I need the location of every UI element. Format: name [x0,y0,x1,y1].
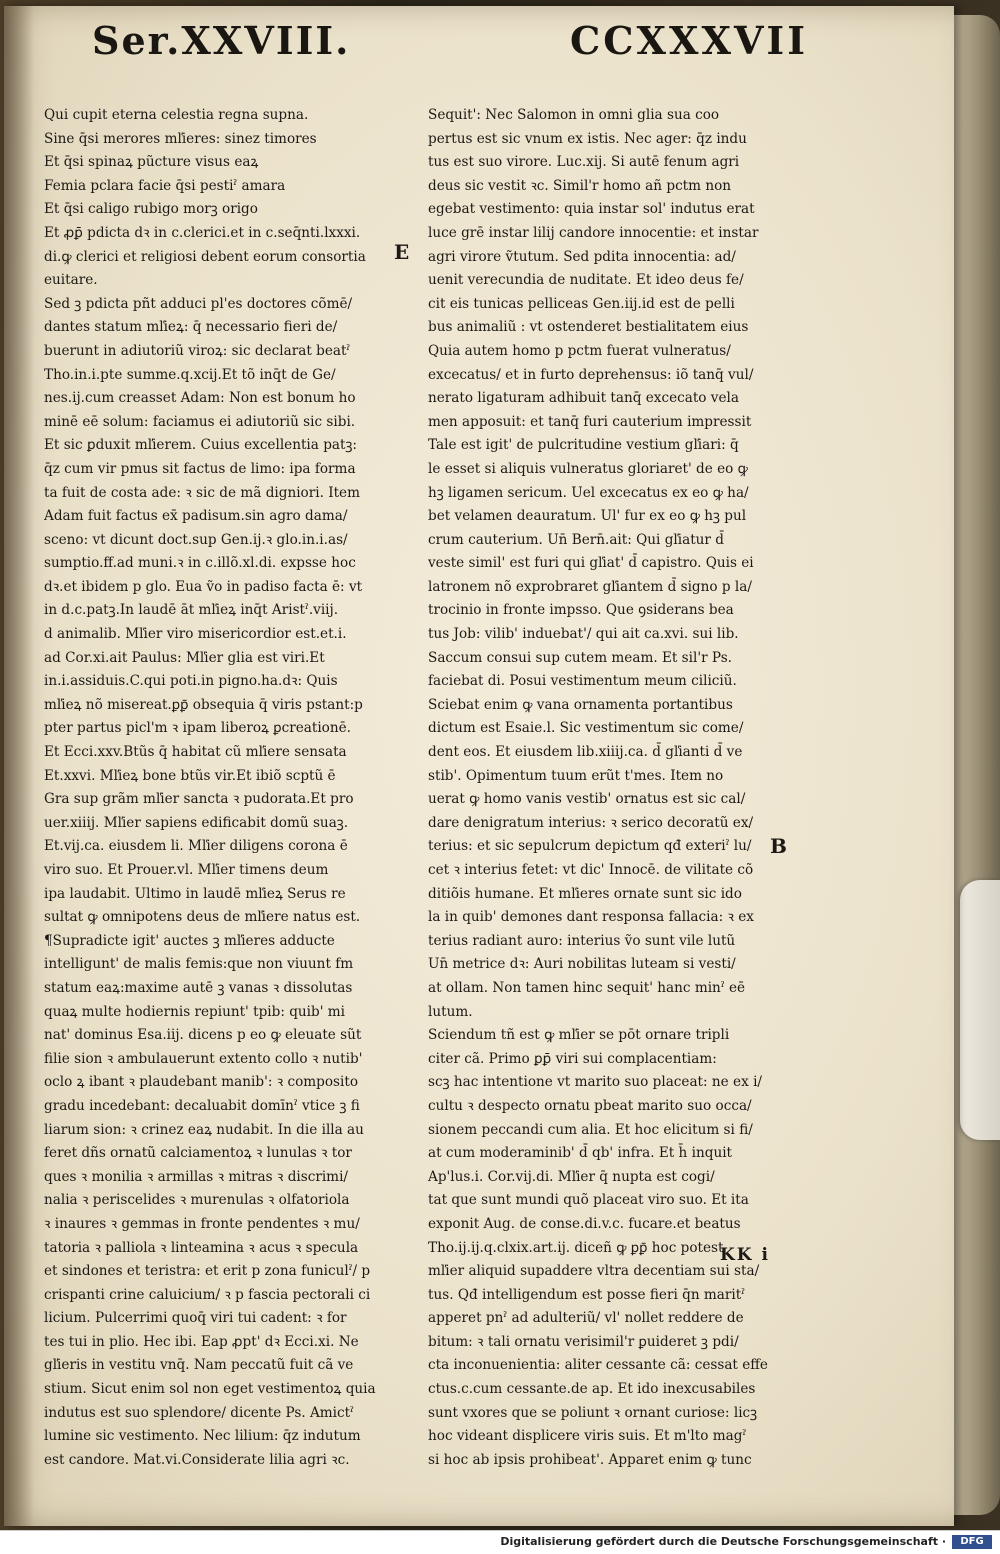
text-line: exponit Aug. de conse.di.v.c. fucare.et beatus [428,1215,741,1232]
text-line: Sciebat enim ꝙ vana ornamenta portantibus [428,696,733,713]
text-line: di.ꝙ clerici et religiosi debent eorum consortia [44,248,366,265]
text-line: latronem nõ exprobraret gľiantem d̄ signo p la/ [428,578,752,595]
text-line: ipa laudabit. Ultimo in laudē mľieꝝ Serus re [44,885,346,902]
text-line: excecatus/ et in furto deprehensus: iõ tanq̄ vul/ [428,366,754,383]
text-line: at ollam. Non tamen hinc sequit' hanc minˀ eē [428,979,746,996]
folio-number: CCXXXVII [570,18,808,63]
text-line: bus animaliũ : vt ostenderet bestialitatem eius [428,319,749,336]
text-line: hoc videant displicere viris suis. Et m'lto magˀ [428,1428,747,1445]
text-line: oclo ꝝ ibant ꝛ plaudebant manib': ꝛ composito [44,1074,359,1091]
text-line: d animalib. Mľier viro misericordior est.et.i. [44,626,347,643]
text-line: Qui cupit eterna celestia regna supna. [44,107,309,123]
text-line: tatoria ꝛ palliola ꝛ linteamina ꝛ acus ꝛ specula [44,1239,359,1256]
text-line: scꝫ hac intentione vt marito suo placeat: ne ex i/ [428,1074,762,1091]
text-line: Un̄ metrice dꝛ: Auri nobilitas luteam si vesti/ [428,956,736,973]
text-line: Et.xxvi. Mľieꝝ bone btũs vir.Et ibiõ scptũ ē [44,767,336,784]
text-line: sionem peccandi cum alia. Et hoc elicitum si fi/ [428,1121,753,1138]
text-line: crispanti crine caluicium/ ꝛ p fascia pectorali ci [44,1286,371,1303]
text-line: nat' dominus Esa.iij. dicens p eo ꝙ eleuate sũt [44,1027,362,1044]
text-line: Tale est igit' de pulcritudine vestium gľiari: q̄ [428,437,739,454]
footer-bar [0,1530,1000,1554]
text-line: men apposuit: et tanq̄ furi cauterium impressit [428,413,752,430]
text-line: est candore. Mat.vi.Considerate lilia agri ꝛc. [44,1451,350,1468]
text-line: q̄z cum vir pmus sit factus de limo: ipa forma [44,460,356,477]
text-line: dictum est Esaie.l. Sic vestimentum sic come/ [428,720,744,737]
text-line: sceno: vt dicunt doct.sup Gen.ij.ꝛ glo.in.i.as/ [44,531,348,548]
section-marker-e: E [394,240,410,264]
text-line: Et.vij.ca. eiusdem li. Mľier diligens corona ē [44,838,348,855]
text-line: nalia ꝛ periscelides ꝛ murenulas ꝛ olfatoriola [44,1192,350,1209]
text-line: viro suo. Et Prouer.vl. Mľier timens deum [44,862,329,878]
text-line: Ap'lus.i. Cor.vij.di. Mľier q̄ nupta est cogi/ [428,1168,715,1185]
text-line: hꝫ ligamen sericum. Uel excecatus ex eo ꝙ ha/ [428,484,749,501]
text-line: apperet pnˀ ad adulteriũ/ vl' nollet reddere de [428,1310,744,1327]
text-line: Et q̄si spinaꝝ pũcture visus eaꝝ [44,154,259,171]
dfg-logo: DFG [952,1535,992,1549]
text-line: ques ꝛ monilia ꝛ armillas ꝛ mitras ꝛ discrimi/ [44,1168,348,1185]
text-line: si hoc ab ipsis prohibeat'. Apparet enim ꝙ tunc [428,1451,752,1468]
text-line: mľieꝝ nõ misereat.ꝑꝑ̄ obsequia q̄ viris pstant:p [44,696,363,713]
text-line: cit eis tunicas pelliceas Gen.iij.id est de pelli [428,295,735,312]
text-line: dꝛ.et ibidem p glo. Eua ṽo in padiso facta ē: vt [44,578,363,595]
text-line: tat que sunt mundi quõ placeat viro suo. Et ita [428,1192,749,1209]
text-line: tus Job: vilib' induebat'/ qui ait ca.xvi. sui lib. [428,626,739,643]
text-line: quaꝝ multe hodiernis repiunt' tpib: quib' mi [44,1003,346,1020]
text-line: gľieris in vestitu vnq̄. Nam peccatũ fuit cã ve [44,1357,354,1374]
text-line: filie sion ꝛ ambulauerunt extento collo ꝛ nutib' [44,1050,363,1067]
text-line: tus est suo virore. Luc.xij. Si autē fenum agri [428,154,740,171]
text-line: Sed ꝫ pdicta pñt adduci pl'es doctores cõmē/ [44,295,353,312]
text-line: bitum: ꝛ tali ornatu verisimil'r ꝑuideret ꝫ pdi/ [428,1333,739,1350]
text-line: sunt vxores que se poliunt ꝛ ornant curiose: licꝫ [428,1404,758,1421]
text-line: Saccum consui sup cutem meam. Et sil'r Ps. [428,649,732,666]
text-line: euitare. [44,272,98,289]
text-line: at cum moderaminib' d̄ qb' infra. Et h̄ inquit [428,1145,733,1162]
text-line: dent eos. Et eiusdem lib.xiiij.ca. d̄ gľianti d̄ ve [428,744,743,761]
text-line: buerunt in adiutoriũ viroꝝ: sic declarat beatˀ [44,342,351,359]
text-line: Quia autem homo p pctm fuerat vulneratus/ [428,342,731,359]
text-line: uenit verecundia de nuditate. Et ideo deus fe/ [428,272,744,289]
text-line: dantes statum mľieꝝ: q̄ necessario fieri de/ [44,319,338,336]
text-line: et sindones et teristra: et erit p zona funiculˀ/ p [44,1263,371,1280]
text-line: terius radiant auro: interius ṽo sunt vile lutũ [428,932,736,949]
text-line: statum eaꝝ:maxime autē ꝫ vanas ꝛ dissolutas [44,979,353,996]
text-line: ta fuit de costa ade: ꝛ sic de mã digniori. Item [44,484,360,501]
text-line: citer cã. Primo ꝑꝑ̄ viri sui complacentiam: [428,1050,717,1067]
text-line: tus. Qđ intelligendum est posse fieri q̄n maritˀ [428,1286,746,1303]
text-line: mľier aliquid supaddere vltra decentiam sui sta/ [428,1263,760,1280]
text-line: ditiõis humane. Et mľieres ornate sunt sic ido [428,885,742,902]
text-line: egebat vestimento: quia instar sol' indutus erat [428,201,755,218]
text-line: dare denigratum interius: ꝛ serico decoratũ ex/ [428,814,754,831]
text-line: in d.c.patꝫ.In laudē āt mľieꝝ inq̄t Aristˀ.viij. [44,602,339,619]
text-line: in.i.assiduis.C.qui poti.in pigno.ha.dꝛ: Quis [44,673,338,690]
text-line: intelligunt' de malis femis:que non viuunt fm [44,956,354,973]
text-line: ¶Supradicte igit' auctes ꝫ mľieres adducte [44,932,335,949]
text-line: Tho.ij.ij.q.clxix.art.ij. diceñ ꝙ ꝑꝑ̄ hoc potest [428,1239,724,1256]
text-line: nes.ij.cum creasset Adam: Non est bonum ho [44,390,356,407]
text-line: Adam fuit factus ex̄ padisum.sin agro dama/ [44,508,348,525]
text-line: Sequit': Nec Salomon in omni glia sua coo [428,107,720,123]
text-line: trocinio in fronte impsso. Que ꝯsiderans bea [428,602,734,619]
running-head-sermon: Ser.XXVIII. [92,18,351,63]
text-line: deus sic vestit ꝛc. Simil'r homo añ pctm non [428,177,732,194]
text-line: uer.xiiij. Mľier sapiens edificabit domũ suaꝫ. [44,814,349,831]
text-line: lutum. [428,1003,473,1020]
text-line: Et sic ꝑduxit mľierem. Cuius excellentia patꝫ: [44,437,358,454]
text-line: Femia pclara facie q̄si pestiˀ amara [44,177,286,194]
text-line: stium. Sicut enim sol non eget vestimentoꝝ quia [44,1381,376,1398]
text-line: terius: et sic sepulcrum depictum qđ exteriˀ lu/ [428,838,752,855]
text-line: Sciendum tñ est ꝙ mľier se pōt ornare tripli [428,1027,730,1044]
text-line: minē eē solum: faciamus ei adiutoriũ sic sibi. [44,413,356,430]
text-line: cta inconuenientia: aliter cessante cã: cessat effe [428,1357,768,1374]
text-line: Tho.in.i.pte summe.q.xcij.Et tõ inq̄t de Ge/ [44,366,336,383]
text-line: liarum sion: ꝛ crinez eaꝝ nudabit. In die illa au [44,1121,364,1138]
section-marker-b: B [770,834,787,858]
text-line: la in quib' demones dant responsa fallacia: ꝛ ex [428,909,754,926]
page-gutter [4,6,34,1526]
signature-mark: KK i [720,1245,770,1265]
text-line: bet velamen deauratum. Ul' fur ex eo ꝙ hꝫ pul [428,508,747,525]
text-line: cultu ꝛ despecto ornatu pbeat marito suo occa/ [428,1097,752,1114]
text-line: Gra sup grãm mľier sancta ꝛ pudorata.Et pro [44,791,354,808]
text-line: cet ꝛ interius fetet: vt dic' Innocē. de vilitate cõ [428,862,754,878]
text-line: ctus.c.cum cessante.de ap. Et ido inexcusabiles [428,1381,756,1398]
text-line: ꝛ inaures ꝛ gemmas in fronte pendentes ꝛ mu/ [44,1215,360,1232]
text-line: licium. Pulcerrimi quoq̄ viri tui cadent: ꝛ for [44,1310,347,1327]
text-line: veste simil' est furi qui gľiat' d̄ capistro. Quis ei [428,555,754,572]
text-line: le esset si aliquis vulneratus gloriaret' de eo ꝙ [428,460,748,477]
text-line: indutus est suo splendore/ dicente Ps. Amictˀ [44,1404,354,1421]
text-line: agri virore ṽtutum. Sed pdita innocentia: ad/ [428,248,736,265]
text-line: feret dñs ornatũ calciamentoꝝ ꝛ lunulas ꝛ tor [44,1145,352,1162]
text-line: lumine sic vestimento. Nec lilium: q̄z indutum [44,1428,361,1445]
right-text-column [428,104,796,1472]
text-line: sultat ꝙ omnipotens deus de mľiere natus est. [44,909,361,926]
text-line: stib'. Opimentum tuum erũt t'mes. Item no [428,767,724,784]
text-line: Et q̄si caligo rubigo morꝫ origo [44,201,258,218]
text-line: gradu incedebant: decaluabit domīnˀ vtice ꝫ fi [44,1097,360,1114]
footer-credit: Digitalisierung gefördert durch die Deutsche Forschungsgemeinschaft · [500,1535,946,1548]
text-line: faciebat di. Posui vestimentum meum ciliciũ. [428,673,737,690]
text-line: ad Cor.xi.ait Paulus: Mľier glia est viri.Et [44,649,325,666]
left-text-column [44,104,424,1472]
book-clasp [960,880,1000,1140]
text-line: Et ꝓꝑ̄ pdicta dꝛ in c.clerici.et in c.seq̄nti.lxxxi. [44,224,361,241]
text-line: luce grē instar lilij candore innocentie: et instar [428,224,759,241]
text-line: crum cauterium. Un̄ Bern̄.ait: Qui gľiatur d̄ [428,531,724,548]
text-line: Et Ecci.xxv.Btũs q̄ habitat cũ mľiere sensata [44,744,347,761]
text-line: tes tui in plio. Hec ibi. Eap ꝓpt' dꝛ Ecci.xi. Ne [44,1333,359,1350]
text-line: Sine q̄si merores mľieres: sinez timores [44,130,317,147]
text-line: pertus est sic vnum ex istis. Nec ager: q̄z indu [428,130,747,147]
text-line: nerato ligaturam adhibuit tanq̄ excecato vela [428,390,739,407]
text-line: sumptio.ff.ad muni.ꝛ in c.illõ.xl.di. expsse hoc [44,555,356,572]
text-line: uerat ꝙ homo vanis vestib' ornatus est sic cal/ [428,791,746,808]
text-line: pter partus picl'm ꝛ ipam liberoꝝ ꝑcreationē. [44,720,351,737]
